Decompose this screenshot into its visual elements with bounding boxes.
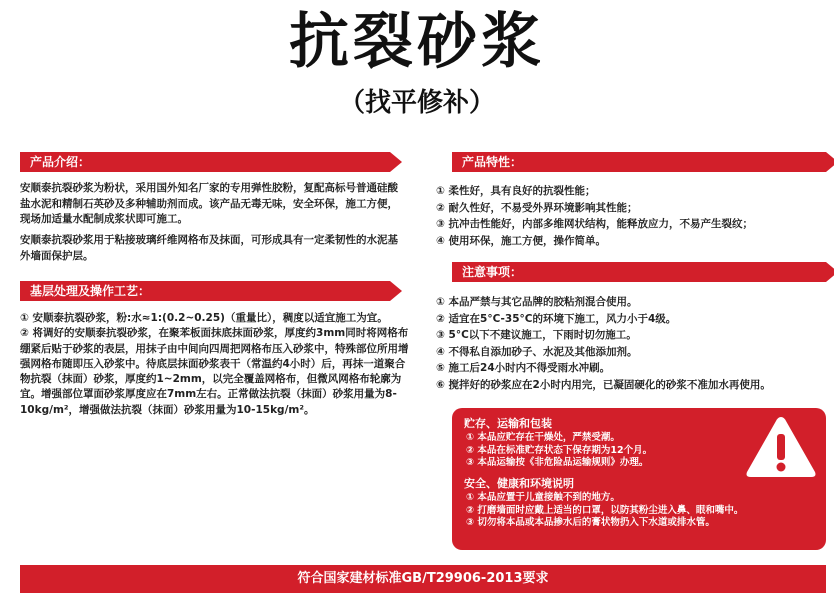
note-item: ⑥ 搅拌好的砂浆应在2小时内用完，已凝固硬化的砂浆不准加水再使用。 [436,378,771,391]
intro-paragraph-1: 安顺泰抗裂砂浆为粉状，采用国外知名厂家的专用弹性胶粉，复配高标号普通硅酸盐水泥和精制石英砂及多种辅助剂而成。该产品无毒无味，安全环保，施工方便，现场加适量水配制成浆状即可施工。 [20,182,398,225]
warning-box [452,408,826,550]
safety-item: ② 打磨墙面时应戴上适当的口罩，以防其粉尘进入鼻、眼和嘴中。 [466,504,744,516]
features-list [436,183,828,249]
storage-title: 贮存、运输和包装 [464,417,552,430]
note-item: ④ 不得私自添加砂子、水泥及其他添加剂。 [436,345,638,358]
feature-item: ② 耐久性好，不易受外界环境影响其性能； [436,201,638,214]
safety-title: 安全、健康和环境说明 [464,477,574,490]
feature-item: ① 柔性好，具有良好的抗裂性能； [436,185,596,197]
notes-list [436,294,830,393]
storage-item: ③ 本品运输按《非危险品运输规则》办理。 [466,457,649,468]
note-item: ③ 5°C以下不建议施工，下雨时切勿施工。 [436,329,637,341]
feature-item: ④ 使用环保，施工方便，操作简单。 [436,234,607,247]
process-steps [20,311,412,418]
storage-item: ② 本品在标准贮存状态下保存期为12个月。 [466,444,653,456]
page-title: 抗裂砂浆 [289,7,545,77]
feature-item: ③ 抗冲击性能好，内部多维网状结构，能释放应力，不易产生裂纹； [436,218,754,230]
process-heading: 基层处理及操作工艺： [20,281,390,301]
intro-paragraph-2: 安顺泰抗裂砂浆用于粘接玻璃纤维网格布及抹面，可形成具有一定柔韧性的水泥基外墙面保护层。 [20,234,398,262]
safety-item: ① 本品应置于儿童接触不到的地方。 [466,492,620,503]
process-step-1: ① 安顺泰抗裂砂浆，粉:水≈1:(0.2~0.25)（重量比），稠度以适宜施工为宜。 [20,312,388,324]
process-step-2: ② 将调好的安顺泰抗裂砂浆，在聚苯板面抹底抹面砂浆，厚度约3mm同时将网格布绷紧后贴于砂浆的表层，用抹子由中间向四周把网格布压入砂浆中，特殊部位所用增强网格布随即压入砂浆中。待底层抹面砂浆表干（常温约4小时）后，再抹一道聚合物抗裂（抹面）砂浆，厚度约1~2mm，以完全覆盖网格布，但微风网格布轮廓为宜。增强部位罩面砂浆厚度应在7mm左右。正常做法抗裂（抹面）砂浆用量为8-10kg/m²，增强做法抗裂（抹面）砂浆用量为10-15kg/m²。 [20,327,409,416]
page-subtitle: （找平修补） [338,88,495,118]
intro-heading: 产品介绍： [20,152,390,172]
note-item: ② 适宜在5°C-35°C的环境下施工，风力小于4级。 [436,312,677,325]
features-heading: 产品特性： [452,152,826,172]
note-item: ⑤ 施工后24小时内不得受雨水冲刷。 [436,362,611,374]
safety-item: ③ 切勿将本品或本品掺水后的膏状物扔入下水道或排水管。 [466,517,715,528]
standard-footer: 符合国家建材标准GB/T29906-2013要求 [20,565,826,593]
storage-list [466,432,652,470]
notes-heading: 注意事项： [452,262,826,282]
safety-list [466,492,743,530]
warning-triangle-icon [744,414,818,480]
note-item: ① 本品严禁与其它品牌的胶粘剂混合使用。 [436,296,638,308]
storage-item: ① 本品应贮存在干燥处，严禁受潮。 [466,432,620,443]
